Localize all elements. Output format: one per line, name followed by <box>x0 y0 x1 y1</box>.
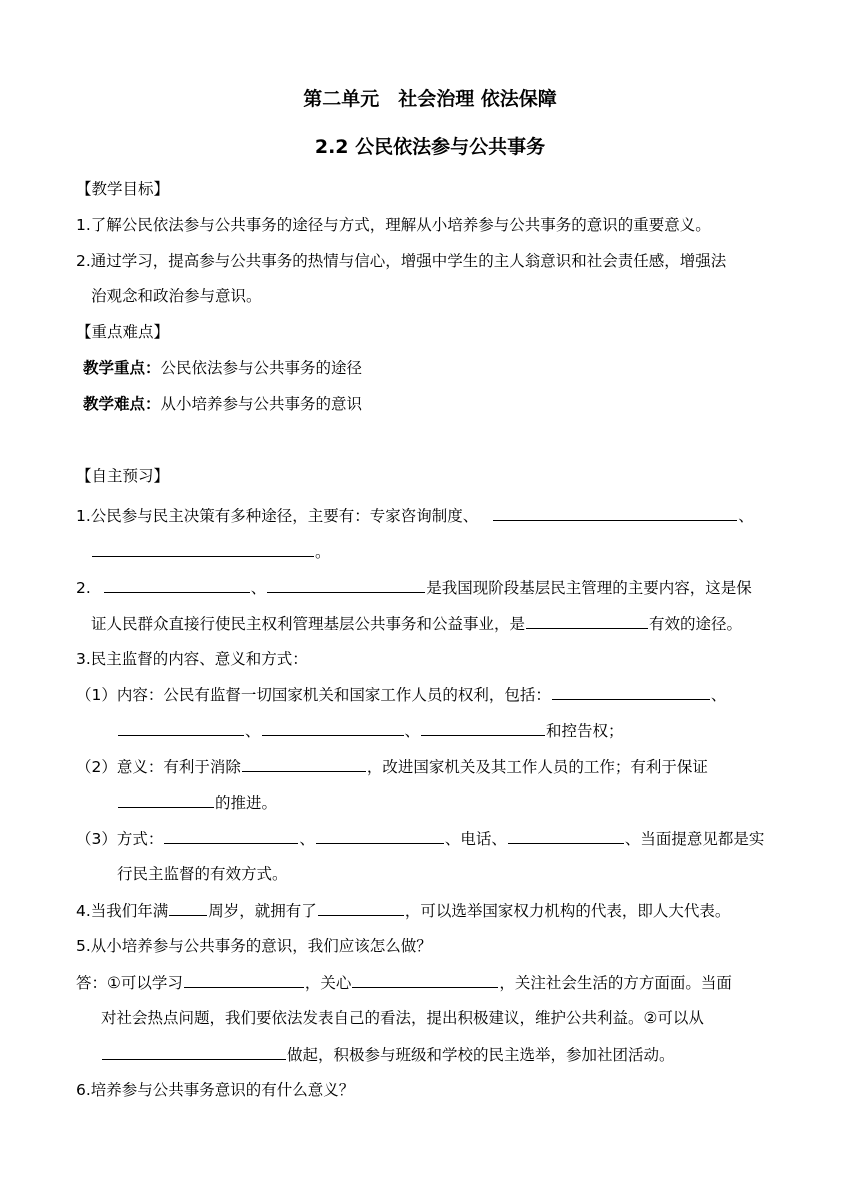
question-3-methods-line-1 <box>76 827 764 850</box>
question-2-text: 是我国现阶段基层民主管理的主要内容，这是保 <box>426 579 752 597</box>
question-1-text: 1.公民参与民主决策有多种途径，主要有：专家咨询制度、 <box>76 507 479 525</box>
answer-text: 答：①可以学习 <box>76 974 183 992</box>
teaching-difficulty <box>83 393 362 415</box>
answer-blank[interactable] <box>352 971 498 988</box>
answer-blank[interactable] <box>552 683 710 700</box>
meaning-text-cont: ，改进国家机关及其工作人员的工作；有利于保证 <box>366 758 708 776</box>
answer-5-line-3 <box>101 1043 675 1066</box>
question-4-text: 4.当我们年满 <box>76 902 169 920</box>
answer-blank[interactable] <box>102 1043 286 1060</box>
answer-blank[interactable] <box>184 971 304 988</box>
period: 。 <box>315 543 331 561</box>
question-2-text-cont: 证人民群众直接行使民主权利管理基层公共事务和公益事业，是 <box>91 615 526 633</box>
answer-blank[interactable] <box>164 827 298 844</box>
methods-text-cont: 、电话、 <box>444 830 507 848</box>
answer-blank[interactable] <box>267 576 425 593</box>
question-2-line-1 <box>76 576 752 599</box>
question-4 <box>76 899 730 922</box>
content-text-end: 和控告权； <box>546 722 624 740</box>
unit-title: 第二单元 社会治理 依法保障 <box>303 88 557 110</box>
question-3-content-line-2 <box>117 719 624 742</box>
section-heading-key-points: 【重点难点】 <box>76 323 170 341</box>
answer-blank[interactable] <box>169 899 207 916</box>
goal-2-line-2: 治观念和政治参与意识。 <box>91 287 262 305</box>
question-2-text-end: 有效的途径。 <box>649 615 743 633</box>
answer-blank[interactable] <box>508 827 624 844</box>
teaching-difficulty-text: 从小培养参与公共事务的意识 <box>160 395 363 413</box>
methods-text: （3）方式： <box>76 830 164 848</box>
methods-text-end: 、当面提意见都是实 <box>624 830 765 848</box>
goal-2-line-1: 2.通过学习，提高参与公共事务的热情与信心，增强中学生的主人翁意识和社会责任感，增强法 <box>76 252 727 270</box>
question-3-content-line-1 <box>76 683 726 706</box>
meaning-text-end: 的推进。 <box>215 794 278 812</box>
answer-text-cont: ，关心 <box>304 974 352 992</box>
separator: 、 <box>738 507 754 525</box>
goal-1: 1.了解公民依法参与公共事务的途径与方式，理解从小培养参与公共事务的意识的重要意义。 <box>76 216 711 234</box>
answer-blank[interactable] <box>242 755 366 772</box>
question-3-heading: 3.民主监督的内容、意义和方式： <box>76 650 308 668</box>
section-heading-preview: 【自主预习】 <box>76 467 170 485</box>
separator: 、 <box>710 686 727 704</box>
question-1-line-1 <box>76 504 754 527</box>
answer-blank[interactable] <box>118 719 244 736</box>
content-text: （1）内容：公民有监督一切国家机关和国家工作人员的权利，包括： <box>76 686 551 704</box>
answer-text: 做起，积极参与班级和学校的民主选举，参加社团活动。 <box>287 1046 675 1064</box>
question-5: 5.从小培养参与公共事务的意识，我们应该怎么做？ <box>76 937 432 955</box>
lesson-title: 2.2 公民依法参与公共事务 <box>314 136 546 158</box>
answer-blank[interactable] <box>118 791 214 808</box>
separator: 、 <box>250 579 267 597</box>
answer-blank[interactable] <box>318 899 404 916</box>
question-2-line-2 <box>91 612 742 635</box>
question-2-number: 2. <box>76 579 91 597</box>
separator: 、 <box>404 722 421 740</box>
question-3-meaning-line-2 <box>117 791 277 814</box>
question-4-text-cont: 周岁，就拥有了 <box>208 902 317 920</box>
answer-blank[interactable] <box>526 612 648 629</box>
question-6: 6.培养参与公共事务意识的有什么意义？ <box>76 1081 355 1099</box>
question-3-methods-line-2: 行民主监督的有效方式。 <box>117 865 288 883</box>
teaching-focus-text: 公民依法参与公共事务的途径 <box>160 359 363 377</box>
question-4-text-end: ，可以选举国家权力机构的代表，即人大代表。 <box>404 902 731 920</box>
answer-blank[interactable] <box>316 827 444 844</box>
answer-text-end: ，关注社会生活的方方面面。当面 <box>499 974 732 992</box>
section-heading-goals: 【教学目标】 <box>76 180 170 198</box>
teaching-focus <box>83 357 362 379</box>
answer-blank[interactable] <box>262 719 404 736</box>
answer-blank[interactable] <box>92 540 314 557</box>
answer-5-line-1 <box>76 971 732 994</box>
question-3-meaning-line-1 <box>76 755 708 778</box>
separator: 、 <box>299 830 315 848</box>
answer-blank[interactable] <box>104 576 250 593</box>
question-1-line-2 <box>91 540 331 563</box>
answer-blank[interactable] <box>493 504 737 521</box>
meaning-text: （2）意义：有利于消除 <box>76 758 241 776</box>
teaching-difficulty-label: 教学难点： <box>83 395 161 413</box>
answer-blank[interactable] <box>421 719 545 736</box>
answer-5-line-2: 对社会热点问题，我们要依法发表自己的看法，提出积极建议，维护公共利益。②可以从 <box>101 1009 704 1027</box>
separator: 、 <box>245 722 261 740</box>
teaching-focus-label: 教学重点： <box>83 359 161 377</box>
